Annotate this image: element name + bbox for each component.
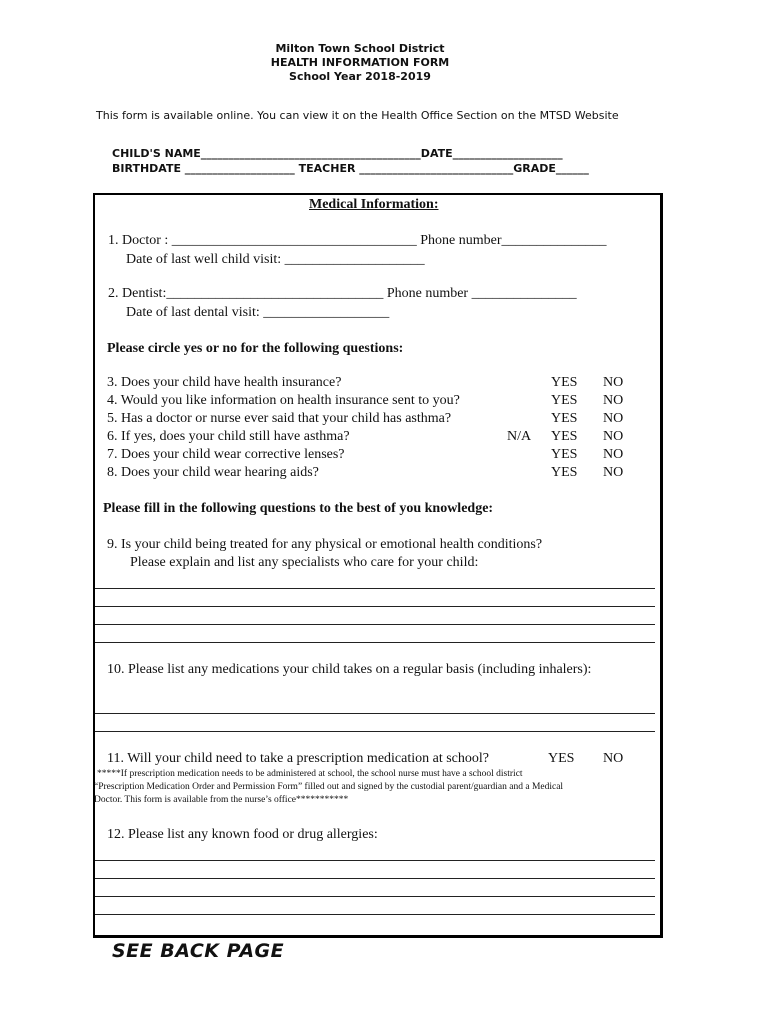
yes-option[interactable]: YES	[551, 429, 578, 444]
answer-line[interactable]	[95, 860, 655, 861]
child-name-date-field[interactable]: CHILD'S NAME________________________________________DATE____________________	[112, 147, 563, 160]
question-text: 4. Would you like information on health insurance sent to you?	[107, 393, 460, 408]
question-12: 12. Please list any known food or drug allergies:	[107, 827, 378, 842]
yes-option[interactable]: YES	[551, 465, 578, 480]
answer-line[interactable]	[95, 642, 655, 643]
yes-option[interactable]: YES	[551, 375, 578, 390]
answer-line[interactable]	[95, 588, 655, 589]
no-option[interactable]: NO	[603, 429, 624, 444]
no-option[interactable]: NO	[603, 393, 624, 408]
birthdate-teacher-grade-field[interactable]: BIRTHDATE ____________________ TEACHER ____________________________GRADE______	[112, 162, 589, 175]
district-name: Milton Town School District	[275, 42, 445, 55]
answer-line[interactable]	[95, 896, 655, 897]
question-text: 7. Does your child wear corrective lenses?	[107, 447, 345, 462]
question-11: 11. Will your child need to take a prescription medication at school?	[107, 751, 489, 766]
no-option[interactable]: NO	[603, 411, 624, 426]
yes-option[interactable]: YES	[551, 393, 578, 408]
q11-yes-option[interactable]: YES	[548, 751, 575, 766]
school-year: School Year 2018-2019	[289, 70, 431, 83]
doctor-field[interactable]: 1. Doctor : ___________________________________ Phone number_______________	[108, 233, 607, 248]
online-notice: This form is available online. You can view it on the Health Office Section on the MTSD Website	[96, 109, 619, 122]
doctor-visit-field[interactable]: Date of last well child visit: ____________________	[126, 252, 425, 267]
dentist-visit-field[interactable]: Date of last dental visit: __________________	[126, 305, 390, 320]
question-text: 8. Does your child wear hearing aids?	[107, 465, 319, 480]
yes-option[interactable]: YES	[551, 411, 578, 426]
question-9-line-1: 9. Is your child being treated for any physical or emotional health conditions?	[107, 537, 543, 552]
form-title: HEALTH INFORMATION FORM	[270, 56, 450, 69]
question-9-line-2: Please explain and list any specialists who care for your child:	[130, 555, 479, 570]
question-text: 6. If yes, does your child still have asthma?	[107, 429, 350, 444]
no-option[interactable]: NO	[603, 447, 624, 462]
answer-line[interactable]	[95, 606, 655, 607]
fill-heading: Please fill in the following questions to the best of you knowledge:	[103, 501, 494, 516]
question-10: 10. Please list any medications your child takes on a regular basis (including inhalers):	[107, 662, 592, 677]
question-text: 3. Does your child have health insurance?	[107, 375, 342, 390]
answer-line[interactable]	[95, 624, 655, 625]
q11-no-option[interactable]: NO	[603, 751, 624, 766]
dentist-field[interactable]: 2. Dentist:_______________________________ Phone number _______________	[108, 286, 577, 301]
yes-option[interactable]: YES	[551, 447, 578, 462]
question-text: 5. Has a doctor or nurse ever said that your child has asthma?	[107, 411, 452, 426]
na-option[interactable]: N/A	[507, 429, 532, 444]
answer-line[interactable]	[95, 713, 655, 714]
prescription-note-line-3: Doctor. This form is available from the nurse’s office***********	[94, 795, 349, 805]
medical-information-title: Medical Information:	[309, 197, 439, 212]
no-option[interactable]: NO	[603, 375, 624, 390]
answer-line[interactable]	[95, 731, 655, 732]
see-back-page-note: SEE BACK PAGE	[112, 940, 285, 962]
prescription-note-line-1: *****If prescription medication needs to be administered at school, the school nurse must have a school district	[97, 769, 523, 779]
form-header	[250, 42, 470, 84]
circle-heading: Please circle yes or no for the following questions:	[107, 341, 404, 356]
no-option[interactable]: NO	[603, 465, 624, 480]
prescription-note-line-2: “Prescription Medication Order and Permission Form” filled out and signed by the custodial parent/guardian and a Medical	[94, 782, 564, 792]
answer-line[interactable]	[95, 914, 655, 915]
answer-line[interactable]	[95, 878, 655, 879]
